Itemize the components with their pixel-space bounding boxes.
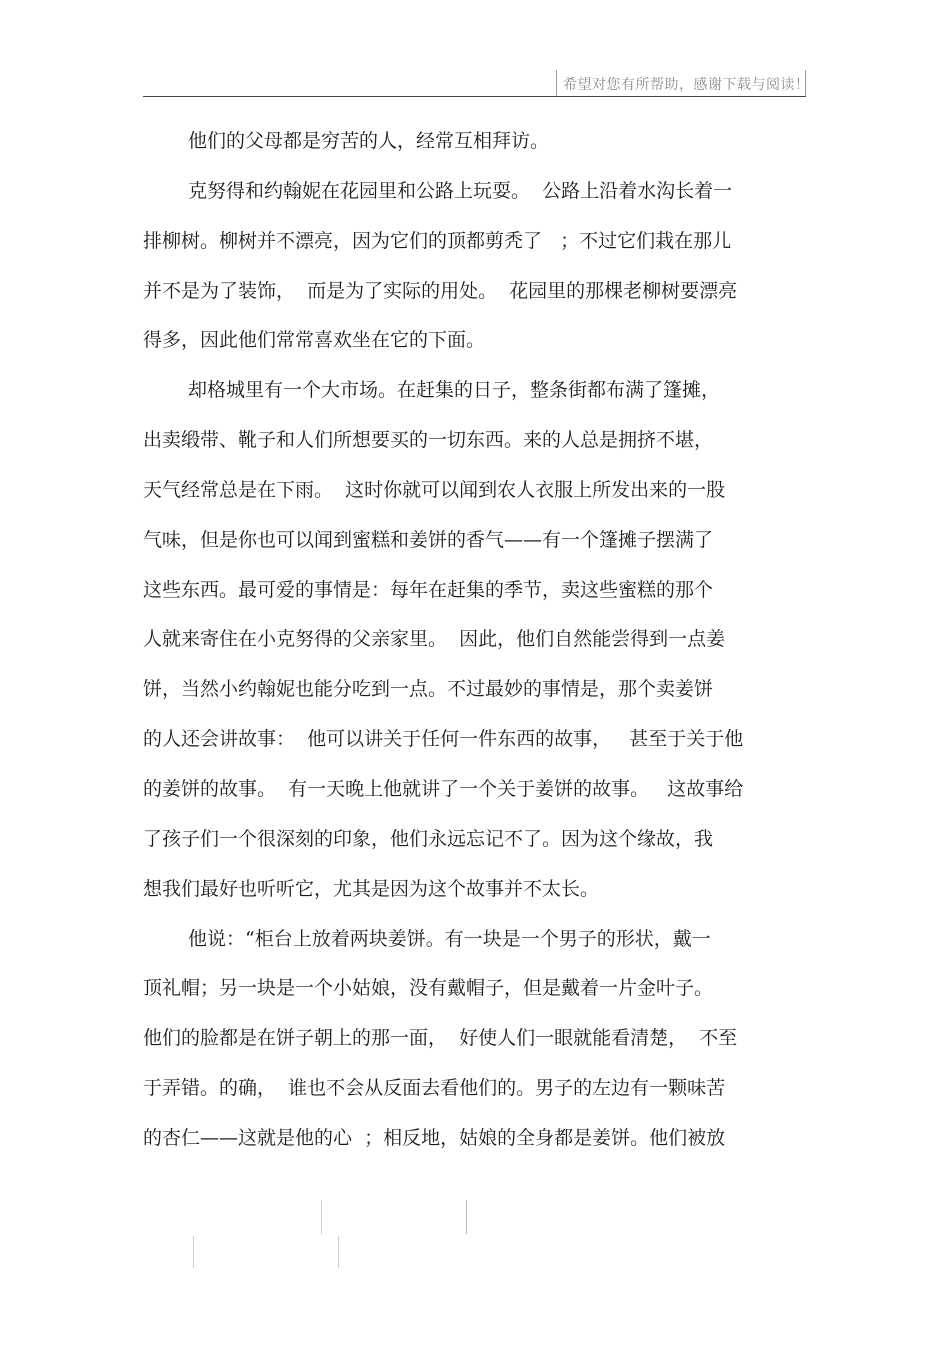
text-line: 天气经常总是在下雨。 这时你就可以闻到农人衣服上所发出来的一股: [143, 478, 726, 501]
text-line: 却格城里有一个大市场。在赶集的日子，整条街都布满了篷摊，: [188, 379, 721, 402]
text-line: 他说：“柜台上放着两块姜饼。有一块是一个男子的形状，戴一: [188, 927, 711, 950]
text-line: 得多，因此他们常常喜欢坐在它的下面。: [143, 329, 486, 352]
document-body: [143, 117, 808, 1164]
text-line: 他们的父母都是穷苦的人，经常互相拜访。: [188, 130, 550, 152]
text-line: 出卖缎带、靴子和人们所想要买的一切东西。来的人总是拥挤不堪，: [143, 429, 714, 452]
header-text: 希望对您有所帮助，感谢下载与阅读！: [563, 77, 810, 93]
text-line: 这些东西。最可爱的事情是：每年在赶集的季节，卖这些蜜糕的那个: [143, 578, 714, 601]
scan-mark: [466, 1200, 467, 1234]
text-line: 气味，但是你也可以闻到蜜糕和姜饼的香气——有一个篷摊子摆满了: [143, 528, 714, 551]
scan-mark: [338, 1236, 339, 1268]
text-line: 并不是为了装饰， 而是为了实际的用处。 花园里的那棵老柳树要漂亮: [143, 279, 738, 302]
text-line: 排柳树。柳树并不漂亮，因为它们的顶都剪秃了 ；不过它们栽在那儿: [143, 229, 732, 252]
scan-mark: [193, 1236, 194, 1268]
text-line: 顶礼帽；另一块是一个小姑娘，没有戴帽子，但是戴着一片金叶子。: [143, 977, 714, 1000]
text-line: 于弄错。的确， 谁也不会从反面去看他们的。男子的左边有一颗味苦: [143, 1077, 726, 1100]
text-line: 了孩子们一个很深刻的印象，他们永远忘记不了。因为这个缘故，我: [143, 827, 714, 850]
text-line: 人就来寄住在小克努得的父亲家里。 因此，他们自然能尝得到一点姜: [143, 628, 726, 651]
text-line: 饼，当然小约翰妮也能分吃到一点。不过最妙的事情是，那个卖姜饼: [143, 678, 714, 701]
text-line: 的杏仁——这就是他的心 ；相反地，姑娘的全身都是姜饼。他们被放: [143, 1126, 726, 1149]
page-header: [556, 70, 810, 96]
scan-mark: [321, 1200, 322, 1234]
text-line: 克努得和约翰妮在花园里和公路上玩耍。 公路上沿着水沟长着一: [188, 179, 733, 202]
text-line: 他们的脸都是在饼子朝上的那一面， 好使人们一眼就能看清楚， 不至: [143, 1027, 738, 1050]
header-divider: [143, 96, 806, 97]
text-line: 想我们最好也听听它，尤其是因为这个故事并不太长。: [143, 877, 600, 900]
text-line: 的姜饼的故事。 有一天晚上他就讲了一个关于姜饼的故事。 这故事给: [143, 777, 744, 800]
text-line: 的人还会讲故事： 他可以讲关于任何一件东西的故事， 甚至于关于他: [143, 728, 744, 751]
